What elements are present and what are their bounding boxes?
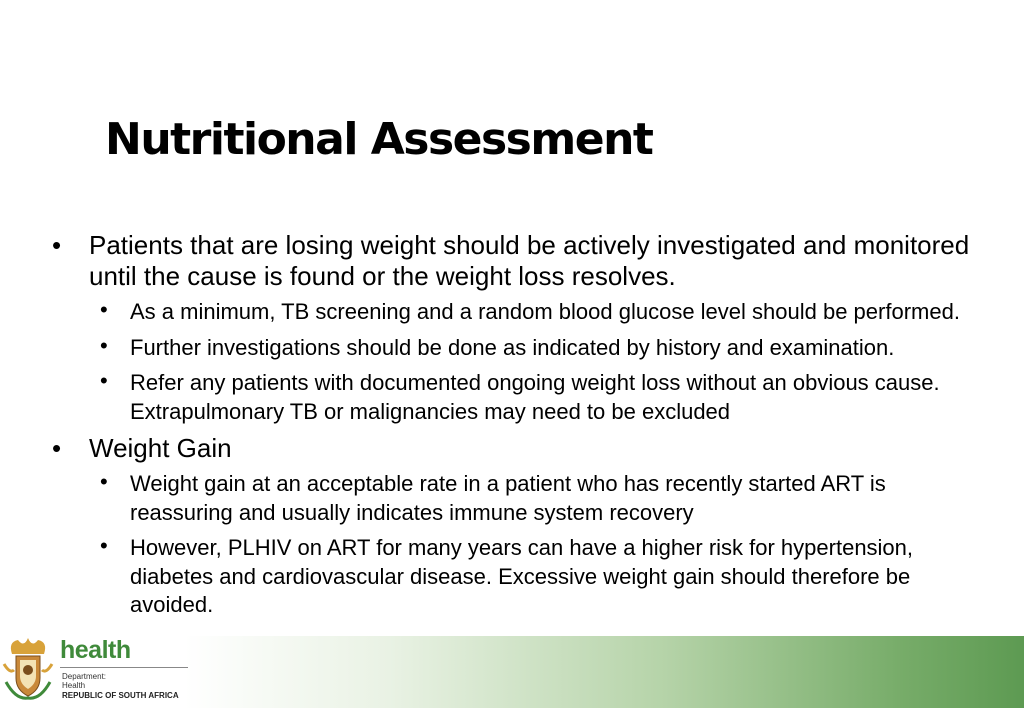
sub-bullet-further-investigations: • Further investigations should be done as indicated by history and examination. [130,334,970,363]
logo-republic-text: REPUBLIC OF SOUTH AFRICA [62,691,179,700]
department-of-health-logo [0,630,200,708]
coat-of-arms-icon [2,634,54,704]
slide-body [0,230,1024,627]
slide-title: Nutritional Assessment [105,114,653,165]
sub-bullet-tb-screening: • As a minimum, TB screening and a random blood glucose level should be performed. [130,298,970,327]
sub-bullet-art-recovery: • Weight gain at an acceptable rate in a patient who has recently started ART is reassuring and usually indicates immune system recovery [130,470,970,527]
bullet-weight-loss: • Patients that are losing weight should be actively investigated and monitored until the cause is found or the weight loss resolves. [89,230,989,292]
logo-department-text: Department: [62,672,107,681]
logo-wordmark: health [60,636,131,664]
sub-bullet-refer-patients: • Refer any patients with documented ongoing weight loss without an obvious cause. Extrapulmonary TB or malignancies may need to be excluded [130,369,970,426]
bullet-weight-gain: • Weight Gain [89,433,989,464]
logo-divider [60,667,188,668]
sub-bullet-plhiv-risk: • However, PLHIV on ART for many years can have a higher risk for hypertension, diabetes and cardiovascular disease. Excessive weight gain should therefore be avoided. [130,534,970,620]
logo-health-text: Health [62,681,86,690]
